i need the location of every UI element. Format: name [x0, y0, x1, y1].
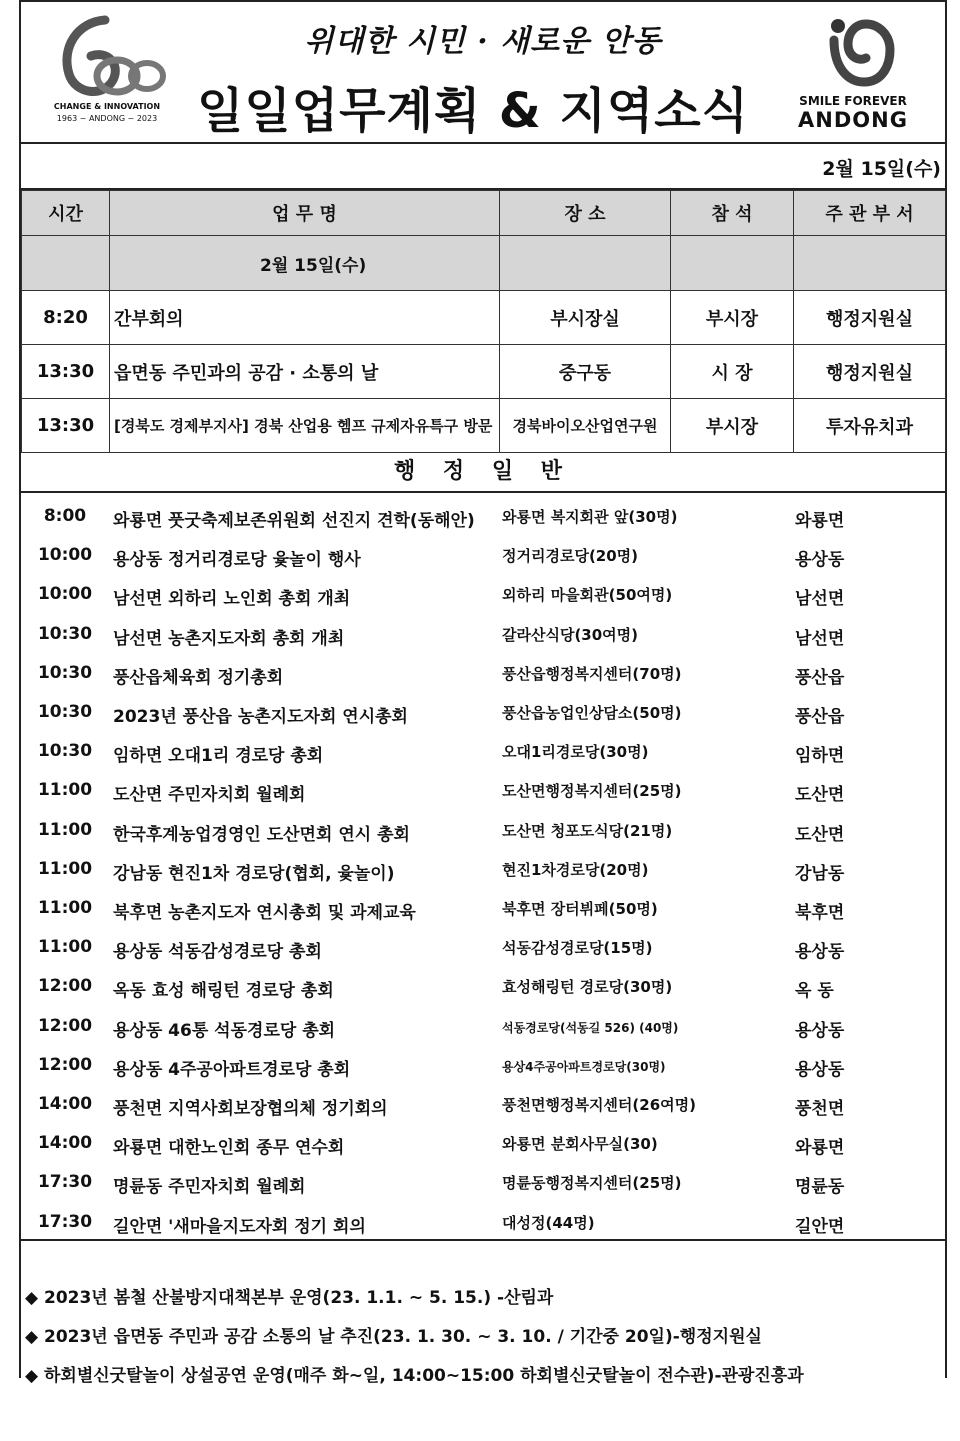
item-time: 8:00 — [43, 506, 87, 526]
list-item — [21, 575, 945, 614]
item-place: 도산면행정복지센터(25명) — [502, 782, 682, 801]
row-task: 간부회의 — [110, 291, 500, 345]
row-dept: 행정지원실 — [794, 345, 946, 399]
logo-right-caption-1: SMILE FOREVER — [799, 94, 907, 108]
table-row — [22, 291, 946, 345]
logo-right-caption-2: ANDONG — [798, 108, 908, 132]
list-item — [21, 850, 945, 889]
item-dept: 풍산읍 — [795, 667, 845, 688]
item-dept: 강남동 — [795, 863, 845, 884]
item-time: 12:00 — [37, 1054, 93, 1075]
item-place: 오대1리경로당(30명) — [502, 743, 649, 762]
header-dept: 주 관 부 서 — [794, 191, 946, 236]
item-time: 10:00 — [37, 584, 93, 605]
logo-left-caption-1: CHANGE & INNOVATION — [53, 102, 161, 111]
item-dept: 북후면 — [795, 903, 845, 923]
item-place: 외하리 마을회관(50여명) — [502, 586, 673, 605]
item-time: 11:00 — [37, 898, 93, 918]
item-time: 11:00 — [37, 937, 93, 958]
item-dept: 용상동 — [795, 550, 845, 571]
list-item — [21, 732, 945, 771]
item-place: 효성해링턴 경로당(30명) — [502, 978, 673, 997]
header-place: 장 소 — [500, 191, 671, 236]
banner — [21, 2, 945, 144]
item-place: 북후면 장터뷔페(50명) — [502, 900, 658, 918]
list-item — [21, 693, 945, 732]
item-task: 북후면 농촌지도자 연시총회 및 과제교육 — [113, 903, 416, 923]
list-item — [21, 1124, 945, 1163]
admin-list — [21, 493, 945, 1239]
row-task: 읍면동 주민과의 공감 · 소통의 날 — [110, 345, 500, 399]
item-time: 14:00 — [37, 1133, 93, 1154]
item-task: 와룡면 풋굿축제보존위원회 선진지 견학(동해안) — [113, 511, 475, 531]
row-dept: 행정지원실 — [794, 291, 946, 345]
list-item — [21, 615, 945, 654]
item-dept: 용상동 — [795, 1059, 845, 1080]
item-place: 석동감성경로당(15명) — [502, 939, 653, 958]
item-place: 명륜동행정복지센터(25명) — [502, 1174, 682, 1193]
smile-emblem-icon — [808, 12, 898, 96]
table-row — [22, 399, 946, 453]
item-dept: 명륜동 — [795, 1177, 845, 1198]
city-slogan: 위대한 시민 · 새로운 안동 — [304, 24, 662, 59]
list-item — [21, 497, 945, 536]
section-title: 행 정 일 반 — [21, 453, 945, 493]
item-dept: 와룡면 — [795, 1138, 845, 1159]
item-dept: 도산면 — [795, 824, 845, 845]
item-place: 와룡면 분회사무실(30) — [502, 1135, 658, 1154]
row-time: 13:30 — [22, 399, 110, 453]
item-task: 와룡면 대한노인회 종무 연수회 — [113, 1138, 345, 1159]
list-item — [21, 811, 945, 850]
list-item — [21, 536, 945, 575]
item-task: 2023년 풍산읍 농촌지도자회 연시총회 — [113, 707, 408, 727]
schedule-table — [21, 190, 946, 453]
list-item — [21, 928, 945, 967]
item-time: 12:00 — [37, 976, 93, 997]
header-task: 업 무 명 — [110, 191, 500, 236]
item-place: 정거리경로당(20명) — [502, 547, 639, 566]
item-place: 풍산읍행정복지센터(70명) — [502, 664, 682, 683]
item-time: 10:30 — [37, 662, 93, 683]
item-place: 풍천면행정복지센터(26여명) — [502, 1096, 696, 1114]
item-place: 풍산읍농업인상담소(50명) — [502, 704, 682, 722]
row-time: 8:20 — [22, 291, 110, 345]
header-time: 시간 — [22, 191, 110, 236]
item-dept: 풍산읍 — [795, 707, 845, 727]
item-dept: 임하면 — [795, 746, 845, 767]
item-time: 10:00 — [37, 545, 93, 566]
list-item — [21, 889, 945, 928]
item-time: 11:00 — [37, 780, 93, 801]
item-place: 갈라산식당(30여명) — [502, 625, 639, 644]
item-place: 용상4주공아파트경로당(30명) — [502, 1059, 666, 1074]
item-dept: 용상동 — [795, 942, 845, 963]
list-item — [21, 1085, 945, 1124]
item-place: 대성정(44명) — [502, 1213, 595, 1232]
row-attend: 부시장 — [671, 399, 794, 453]
item-task: 용상동 4주공아파트경로당 총회 — [113, 1059, 351, 1080]
row-place: 부시장실 — [500, 291, 671, 345]
list-item — [21, 654, 945, 693]
row-place: 중구동 — [500, 345, 671, 399]
date-row — [21, 144, 945, 190]
item-task: 용상동 정거리경로당 윷놀이 행사 — [113, 550, 361, 571]
item-time: 10:30 — [37, 702, 93, 722]
document-page — [19, 0, 947, 1386]
report-date: 2월 15일(수) — [822, 158, 941, 180]
table-header — [22, 191, 946, 236]
item-place: 와룡면 복지회관 앞(30명) — [502, 508, 678, 526]
item-place: 도산면 청포도식당(21명) — [502, 821, 673, 840]
item-task: 강남동 현진1차 경로당(협회, 윷놀이) — [113, 863, 395, 884]
item-task: 용상동 석동감성경로당 총회 — [113, 942, 322, 963]
item-task: 풍천면 지역사회보장협의체 정기회의 — [113, 1099, 388, 1119]
item-time: 11:00 — [37, 819, 93, 840]
item-time: 10:30 — [37, 741, 93, 762]
item-dept: 용상동 — [795, 1020, 845, 1041]
item-task: 옥동 효성 해링턴 경로당 총회 — [113, 981, 334, 1002]
andong-logo — [783, 10, 923, 134]
item-dept: 길안면 — [795, 1216, 845, 1237]
item-task: 남선면 농촌지도자회 총회 개최 — [113, 628, 345, 649]
row-attend: 부시장 — [671, 291, 794, 345]
item-task: 한국후계농업경영인 도산면회 연시 총회 — [113, 824, 410, 845]
item-dept: 풍천면 — [795, 1099, 845, 1119]
row-place: 경북바이오산업연구원 — [500, 399, 671, 453]
item-task: 도산면 주민자치회 월례회 — [113, 785, 306, 806]
item-dept: 와룡면 — [795, 511, 845, 531]
row-attend: 시 장 — [671, 345, 794, 399]
item-dept: 남선면 — [795, 589, 845, 610]
item-dept: 남선면 — [795, 628, 845, 649]
notice-item: ◆ 2023년 봄철 산불방지대책본부 운영(23. 1.1. ~ 5. 15.) -산림과 — [25, 1288, 554, 1308]
item-dept: 옥 동 — [795, 981, 834, 1002]
item-task: 남선면 외하리 노인회 총회 개최 — [113, 589, 351, 610]
item-time: 10:30 — [37, 623, 93, 644]
item-task: 명륜동 주민자치회 월례회 — [113, 1177, 306, 1198]
item-time: 11:00 — [37, 858, 93, 879]
row-dept: 투자유치과 — [794, 399, 946, 453]
item-task: 길안면 '새마을지도자회 정기 회의 — [113, 1216, 366, 1237]
list-item — [21, 1203, 945, 1242]
item-time: 12:00 — [37, 1015, 93, 1036]
item-task: 임하면 오대1리 경로당 총회 — [113, 746, 324, 767]
row-time: 13:30 — [22, 345, 110, 399]
notice-item: ◆ 하회별신굿탈놀이 상설공연 운영(매주 화~일, 14:00~15:00 하회별신굿탈놀이 전수관)-관광진흥과 — [25, 1366, 804, 1386]
item-place: 현진1차경로당(20명) — [502, 860, 649, 879]
list-item — [21, 967, 945, 1006]
list-item — [21, 771, 945, 810]
item-task: 풍산읍체육회 정기총회 — [113, 667, 284, 688]
notice-item: ◆ 2023년 읍면동 주민과 공감 소통의 날 추진(23. 1. 30. ~ 3. 10. / 기간중 20일)-행정지원실 — [25, 1327, 762, 1347]
logo-left-caption-2: 1963 ~ ANDONG ~ 2023 — [56, 114, 158, 123]
page-title: 일일업무계획 & 지역소식 — [197, 83, 749, 139]
table-row — [22, 345, 946, 399]
table-subheader — [22, 236, 946, 291]
item-dept: 도산면 — [795, 785, 845, 806]
item-time: 17:30 — [37, 1211, 93, 1232]
list-item — [21, 1163, 945, 1202]
header-attend: 참 석 — [671, 191, 794, 236]
subheader-date: 2월 15일(수) — [110, 236, 500, 291]
list-item — [21, 1046, 945, 1085]
item-place: 석동경로당(석동길 526) (40명) — [502, 1020, 679, 1035]
row-task: [경북도 경제부지사] 경북 산업용 헴프 규제자유특구 방문 — [110, 399, 500, 453]
item-task: 용상동 46통 석동경로당 총회 — [113, 1020, 336, 1041]
list-item — [21, 1007, 945, 1046]
notice-list — [21, 1239, 945, 1441]
item-time: 14:00 — [37, 1094, 93, 1114]
item-time: 17:30 — [37, 1172, 93, 1193]
